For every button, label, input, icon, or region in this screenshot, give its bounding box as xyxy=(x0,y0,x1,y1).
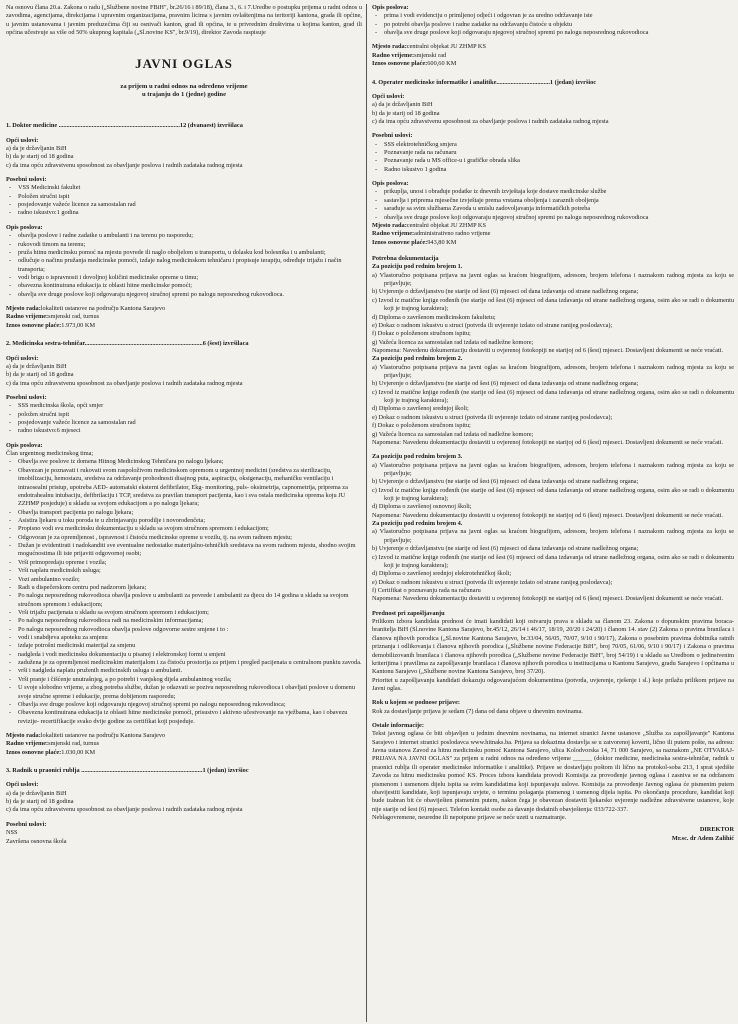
list-item: - Vrši primopredaju opreme i vozila; xyxy=(6,559,362,567)
list-item: - pruža hitnu medicinsku pomoć na mjestu povrede ili naglo oboljelom u transportu, u dolasku kod bolesnika i u ambulanti; xyxy=(6,249,362,257)
posebni-uslovi-list xyxy=(6,402,362,435)
position-3-continued xyxy=(372,4,734,69)
ostale-text-2: Neblagovremene, neuredne ili nepotpune prijave se neće uzeti u razmatranje. xyxy=(372,813,567,821)
position-3 xyxy=(6,767,362,846)
opis-poslova-heading: Opis poslova: xyxy=(372,4,409,11)
position-4 xyxy=(372,79,734,247)
documentation-section xyxy=(372,255,734,604)
posebni-uslovi-list xyxy=(6,184,362,217)
list-item: - Odgovoran je za opremljenost , ispravnost i čistoću medicinske opreme u vozilu, tj. na svom radnom mjestu; xyxy=(6,534,362,542)
list-item: - Radno iskustvo 1 godina xyxy=(372,166,734,174)
doc-group-1-heading: Za poziciju pod rednim brojem 1. xyxy=(372,263,463,271)
opci-uslovi-list xyxy=(6,145,362,170)
position-2 xyxy=(6,340,362,757)
opis-poslova-heading: Opis poslova: xyxy=(372,180,409,188)
list-item: - obavlja poslove i radne zadatke u ambulanti i na terenu po rasporedu; xyxy=(6,232,362,240)
list-item: d) Diploma o završenoj srednjoj školi; xyxy=(372,405,469,413)
list-item: NSS xyxy=(6,829,18,837)
list-item: - Radi u dispečerskom centru pod nadzorom ljekara; xyxy=(6,584,362,592)
list-item: a) da je državljanin BiH xyxy=(6,362,67,370)
doc-group-3-heading: Za poziciju pod rednim brojem 3. xyxy=(372,453,463,461)
radno-vrijeme: Radno vrijeme:smjenski rad xyxy=(372,51,447,59)
list-item: - VSS Medicinski fakultet xyxy=(6,184,362,192)
doc-group-3-list xyxy=(372,462,734,512)
mjesto-rada: Mjesto rada:lokaliteti ustanove na području Kantona Sarajevo xyxy=(6,731,166,739)
doc-group-4-list xyxy=(372,528,734,595)
doc-group-4-heading: Za poziciju pod rednim brojem 4. xyxy=(372,520,463,528)
list-item: - radno iskustvo:1 godina xyxy=(6,209,362,217)
list-item: d) Diploma o završenom medicinskom fakultetu; xyxy=(372,313,496,321)
list-item: - Obavlja sve druge poslove koji odgovaraju njegovoj stručnoj spremi po nalogu neposrednog rukovodioca; xyxy=(6,701,362,709)
list-item: d) Diploma o završenoj osnovnoj školi; xyxy=(372,503,472,511)
opci-uslovi-list xyxy=(372,101,734,126)
intro-paragraph: Na osnovu člana 20.a. Zakona o radu („Službene novine FBiH", br.26/16 i 89/18), člana 3., 6. i 7.Uredbe o postupku prijema u radni odnos u zavodima, agencijama, direkcijama i upravnim organizacijama, pravnim licima s javnim ovlaštenjima na teritoriji kantona, grada ili općine, u javnim ustanovama i javnim preduzećima čiji su osnivači kanton, grad ili općina, te u privrednim društvima u kojima kanton, grad ili općina učestvuje sa više od 50% ukupnog kapitala („Sl.novine KS", br.9/19), direktor Zavoda raspisuje xyxy=(6,4,362,37)
radno-vrijeme: Radno vrijeme:smjenski rad, turnus xyxy=(6,313,100,321)
opci-uslovi-heading: Opći uslovi: xyxy=(372,92,405,100)
list-item: - Po nalogu neposrednog rukovodioca obavlja poslove u ambulanti za povrede i ambulanti za djecu do 14 godina u skladu sa svojom stručnom spremom i edukacijom; xyxy=(6,592,362,609)
posebni-uslovi-heading: Posebni uslovi: xyxy=(6,393,47,401)
opci-uslovi-list xyxy=(6,790,362,815)
position-heading: 3. Radnik u praonici rublja .............................................................................1 (jedan) izvršioc xyxy=(6,767,249,775)
subtitle-line-1: za prijem u radni odnos na određeno vrijeme xyxy=(120,82,248,90)
radno-vrijeme: Radno vrijeme:administrativno radno vrijeme xyxy=(372,230,491,238)
mjesto-rada: Mjesto rada:lokaliteti ustanove na području Kantona Sarajevo xyxy=(6,305,166,313)
posebni-uslovi-heading: Posebni uslovi: xyxy=(6,820,47,828)
list-item: a) Vlastoručno potpisana prijava na javni oglas sa kraćom biografijom, adresom, brojem telefona i naznakom radnog mjesta za koju se prijavljuje; xyxy=(372,461,734,477)
documentation-heading: Potrebna dokumentacija xyxy=(372,254,439,262)
list-item: f) Dokaz o položenom stručnom ispitu; xyxy=(372,330,471,338)
doc-group-4-note: Napomena: Navedenu dokumentaciju dostaviti u ovjerenoj fotokopiji ne starijoj od 6 (šest) mjeseci. Dostavljeni dokumenti se neće vraćati. xyxy=(372,595,723,603)
list-item: f) Dokaz o položenom stručnom ispitu; xyxy=(372,422,471,430)
list-item: b) da je starij od 18 godina xyxy=(6,153,74,161)
rok-heading: Rok u kojem se podnose prijave: xyxy=(372,699,460,707)
list-item: b) da je starij od 18 godina xyxy=(372,109,440,117)
list-item: a) da je državljanin BiH xyxy=(6,789,67,797)
position-heading: 1. Doktor medicine .............................................................................12 (dvanaest) izvršilaca xyxy=(6,122,243,130)
list-item: e) Dokaz o radnom iskustvu u struci (potvrda ili uvjerenje izdato od strane ranijeg poslodavca); xyxy=(372,578,613,586)
list-item: - SSS elektrotehničkog smjera xyxy=(372,141,734,149)
position-heading: 2. Medicinska sestra-tehničar...........................................................................6 (šest) izvršilaca xyxy=(6,340,249,348)
list-item: b) Uvjerenje o državljanstvu (ne starije od šest (6) mjeseci od dana izdavanja od strane nadležnog organa; xyxy=(372,478,639,486)
prednost-heading: Prednost pri zapošljavanju xyxy=(372,609,445,617)
posebni-uslovi-list xyxy=(372,141,734,174)
list-item: - U svoje slobodno vrijeme, a zbog potreba službe, dužan je odazvati se pozivu neposrednog rukovodioca i obavljati poslove u domenu svoje stručne spreme i edukacije, prema dobijenom rasporedu; xyxy=(6,684,362,701)
list-item: - prima i vodi evidenciju o primljenoj odjeći i odgovran je za uredno održavanje iste xyxy=(372,12,734,20)
opci-uslovi-heading: Opći uslovi: xyxy=(6,354,39,362)
list-item: a) Vlastoručno potpisana prijava na javni oglas sa kraćom biografijom, adresom, brojem telefona i naznakom radnog mjesta za koju se prijavljuje; xyxy=(372,528,734,544)
list-item: c) Izvod iz matične knjige rođenih (ne starije od šest (6) mjeseci od dana izdavanja od strane nadležnog organa, osim ako se radi o dokumentu koji je trajnog karaktera); xyxy=(372,388,734,405)
ostale-heading: Ostale informacije: xyxy=(372,722,424,730)
radno-vrijeme: Radno vrijeme:smjenski rad, turnus xyxy=(6,740,100,748)
list-item: - Položen stručni ispit xyxy=(6,193,362,201)
osnovna-placa: Iznos osnovne plaće:1.973,00 KM xyxy=(6,321,96,329)
list-item: - Poznavanje rada u MS office-u i grafičke obrada slika xyxy=(372,157,734,165)
list-item: - vodi i snabdjeva apoteku za smjenu xyxy=(6,634,362,642)
ostale-section xyxy=(372,722,734,822)
list-item: c) Izvod iz matične knjige rođenih (ne starije od šest (6) mjeseci od dana izdavanja od strane nadležnog organa, osim ako se radi o dokumentu koji je trajnog karaktera); xyxy=(372,296,734,313)
list-item: c) da ima opću zdravstvenu sposobnost za obavljanje poslova i radnih zadataka radnog mjesta xyxy=(372,117,609,125)
list-item: c) da ima opću zdravstvenu sposobnost za obavljanje poslova i radnih zadataka radnog mjesta xyxy=(6,806,243,814)
list-item: - obavlja sve druge poslove koji odgovaraju njegovoj stručnoj spremi po nalogu neposrednog rukovodioca xyxy=(372,214,734,222)
posebni-uslovi-heading: Posebni uslovi: xyxy=(6,176,47,184)
prednost-text-2: Prioritet u zapošljavanju kandidati dokazuju odgovarajućom dokumentima (potvrda, uvjerenje, rješenje i sl.) koje prilažu prilikom prijave na Javni oglas. xyxy=(372,676,734,692)
list-item: - Vrši pranje i čišćenje unutrašnjeg, a po potrebi i vanjskog dijela ambulantnog vozila; xyxy=(6,676,362,684)
page-title: JAVNI OGLAS xyxy=(135,56,233,72)
list-item: c) Izvod iz matične knjige rođenih (ne starije od šest (6) mjeseci od dana izdavanja od strane nadležnog organa, osim ako se radi o dokumentu koji je trajnog karaktera); xyxy=(372,486,734,503)
prednost-section xyxy=(372,610,734,694)
list-item: - Obavezna kontinuirana edukacija iz oblasti hitne medicinske pomoći, prisustvo i aktivno učestvovanje na vježbama, kao i obavezu revizije- recertifikacije svako dvije godine za certifikat koji posjeduje. xyxy=(6,709,362,726)
list-item: - posjedovanje važeće licence za samostalan rad xyxy=(6,201,362,209)
ostale-text: Tekst javnog oglasa će biti objavljen u jednim dnevnim novinama, na internet stranici Javne ustanove „Služba za zapošljavanje" Kantona Sarajevo i internet stranici poslodavca www.hitnaks.ba. Prijava sa dokazima dostavlja se u zatvorenoj koverti, lično ili putem pošte, na adresu: Javna ustanova Zavod za hitnu medicinsku pomoć Kantona Sarajevo, ulica Kolodvorska 14, 71 000 Sarajevo, sa naznakom „NE OTVARAJ-PRIJAVA NA JAVNI OGLAS" za prijem u radni odnos na određeno vrijeme ______ (doktor medicine, medicinska sestra-tehničar, radnik u praonici rublja ili operater medicinske informatike i analitike). Prijave se dostavljaju poštom ili lično na protokol-soba 213, I sprat sjedište Zavoda za hitnu medicinsku pomoć KS. Proces izbora kandidata provodi Komisija za provođenje javnog oglasa i zasniva se na održanom pismenom i usmenom dijelu ispita sa svim kandidatima koji ispunjavaju uslove. Komisija za provođenje Javnog oglasa će pismenim putem obavijestiti kandidate, koji ispunjavaju uvjete, o terminu polaganja pismenog i usmenog dijela ispita. Po okončanju procedure, kandidat koji bude izabran bit će obaviješten pismenim putem, nakon čega je obavezan dostaviti ljekarsko uvjerenje nadležne zdravstvene ustanove, koje nije starije od šest (6) mjeseci. Telefon kontakt osobe za davanje dodatnih obavještenja: 033/722-337. xyxy=(372,730,734,813)
doc-group-2-list xyxy=(372,364,734,439)
list-item: - rukovodi timom na terenu; xyxy=(6,241,362,249)
doc-group-3-note: Napomena: Navedenu dokumentaciju dostaviti u ovjerenoj fotokopiji ne starijoj od 6 (šest) mjeseci. Dostavljeni dokumenti se neće vraćati. xyxy=(372,511,723,519)
list-item: d) Diploma o završenoj srednjoj elektrotehničkoj školi; xyxy=(372,570,512,578)
mjesto-rada: Mjesto rada:centralni objekat JU ZHMP KS xyxy=(372,221,486,229)
list-item: - Vozi ambulantno vozilo; xyxy=(6,576,362,584)
posebni-uslovi-heading: Posebni uslovi: xyxy=(372,132,413,140)
list-item: - zadužena je za opremljenost medicinskim materijalom i za čistoću prostorija za prijem i pregled pacijenata u centralnom punktu zavoda. xyxy=(6,659,362,667)
opis-poslova-list xyxy=(372,12,734,37)
title-block xyxy=(6,55,362,100)
list-item: - Po nalogu neposrednog rukovodioca obavlja poslove odgovorne sestre smjene i to : xyxy=(6,626,362,634)
list-item: - obavlja sve druge poslove koji odgovaraju njegovoj stručnoj spremi po nalogu neposrednog rukovodioca. xyxy=(6,291,362,299)
opci-uslovi-heading: Opći uslovi: xyxy=(6,781,39,789)
list-item: - radno iskustvo:6 mjeseci xyxy=(6,427,362,435)
opis-intro: Član urgentnog medicinskog tima; xyxy=(6,450,94,458)
signature-role: DIREKTOR xyxy=(699,826,734,834)
list-item: b) Uvjerenje o državljanstvu (ne starije od šest (6) mjeseci od dana izdavanja od strane nadležnog organa; xyxy=(372,545,639,553)
opis-poslova-heading: Opis poslova: xyxy=(6,441,43,449)
column-divider xyxy=(366,4,367,1022)
opis-poslova-list xyxy=(6,458,362,726)
list-item: - Obavlja transport pacijenta po nalogu ljekara; xyxy=(6,509,362,517)
opci-uslovi-heading: Opći uslovi: xyxy=(6,136,39,144)
list-item: - SSS medicinska škola, opći smjer xyxy=(6,402,362,410)
list-item: - sarađuje sa svim službama Zavoda u smislu zadovoljavanja informatičkih potreba xyxy=(372,205,734,213)
list-item: - vrši i nadgleda naplatu pruženih medicinskih usluga u ambulanti. xyxy=(6,667,362,675)
list-item: - prikuplja, unosi i obrađuje podatke iz dnevnih izvještaja koje dostave medicinske službe xyxy=(372,188,734,196)
list-item: e) Dokaz o radnom iskustvu u struci (potvrda ili uvjerenje izdato od strane ranijeg poslodavca); xyxy=(372,413,613,421)
doc-group-2-note: Napomena: Navedenu dokumentaciju dostaviti u ovjerenoj fotokopiji ne starijoj od 6 (šest) mjeseci. Dostavljeni dokumenti se neće vraćati. xyxy=(372,438,723,446)
opis-poslova-list xyxy=(6,232,362,299)
list-item: - Obavlja sve poslove iz domena Hitnog Medicinskog Tehničara po nalogu ljekara; xyxy=(6,458,362,466)
list-item: b) Uvjerenje o državljanstvu (ne starije od šest (6) mjeseci od dana izdavanja od strane nadležnog organa; xyxy=(372,288,639,296)
opci-uslovi-list xyxy=(6,363,362,388)
list-item: - sastavlja i priprema mjesečne izvještaje prema vrstama oboljenja i zaraznih oboljenja xyxy=(372,197,734,205)
list-item: - Poznavanje rada na računaru xyxy=(372,149,734,157)
list-item: - položen stručni ispit xyxy=(6,411,362,419)
opis-poslova-list xyxy=(372,188,734,221)
list-item: - Obavezan je poznavati i rukovati svom raspoloživom medicinskom opremom u urgentnoj medicini (sredstva za sterilizaciju, imobilizaciju, hemostazu, sredstva za održavanje prohodnosti disajnog puta, aspiraciju, oksigenaciju, mehaničku ventilaciju i intraosealni pristup, upotreba AED- automatski eksterni defibrilator, Ekg- monitoring, puls- oksimetrija, capnometrija, priprema za endotrahealnu intubaciju, defibrilaciju i TCP, sredstva za pravilan transport pacijenta, kao i sva ostala medicinska oprema koju JU ZZHMP posjeduje) u skladu sa svojom edukacijom a po nalogu ljekara; xyxy=(6,467,362,509)
list-item: - Asistira ljekaru u toku poroda te u zbrinjavanju porodilje i novorođenčeta; xyxy=(6,517,362,525)
position-1 xyxy=(6,122,362,330)
list-item: Završena osnovna škola xyxy=(6,837,67,845)
subtitle-line-2: u trajanju do 1 (jedne) godine xyxy=(141,91,227,99)
list-item: - Vrši naplatu medicinskih usluga; xyxy=(6,567,362,575)
list-item: - Dužan je evidentirati i nadokanditi sve eventualne nedostatke materijalno-tehničkih sredstava na svom radnom mjestu, shodno svojim mogućnostima ili iste prijaviti odgovornoj osobi; xyxy=(6,542,362,559)
mjesto-rada: Mjesto rada:centralni objekat JU ZHMP KS xyxy=(372,43,486,51)
opis-poslova-heading: Opis poslova: xyxy=(6,223,43,231)
list-item: - obavlja sve druge poslove koji odgovaraju njegovoj stručnoj spremi po nalogu neposrednog rukovodioca xyxy=(372,29,734,37)
list-item: - Po nalogu neposrednog rukovodioca radi na medicinskim informacijama; xyxy=(6,617,362,625)
osnovna-placa: Iznos osnovne plaće:1.030,00 KM xyxy=(6,748,96,756)
osnovna-placa: Iznos osnovne plaće:943,80 KM xyxy=(372,238,457,246)
list-item: - izdaje potrošni medicinski materijal za smjenu xyxy=(6,642,362,650)
list-item: c) da ima opću zdravstvenu sposobnost za obavljanje poslova i radnih zadataka radnog mjesta xyxy=(6,379,243,387)
rok-section xyxy=(372,699,734,716)
list-item: a) da je državljanin BiH xyxy=(6,144,67,152)
rok-text: Rok za dostavljanje prijava je sedam (7) dana od dana objave u dnevnim novinama. xyxy=(372,707,583,715)
prednost-text: Prilikom izbora kandidata prednost će imati kandidati koji ostvaruju prava u skladu sa članom 23. Zakona o dopunskim pravima boraca-branitelja BiH (Sl.novine Kantona Sarajevo, br.45/12, 26/14 i 46/17, 18/19, 20/20 i 24/20) i članom 14. stav (2) Zakona o pravima branilaca i članova njihovih porodica („Sl.novine Kantona Sarajevo, br.33/04, 56/05, 70/07, 9/10 i 90/17), Zakona o posebnim pravima dobitnika ratnih priznanja i odlikovanja i članova njihovih porodica („Službene novine Federacije BiH", broj 70/05, 61/06, 9/10 i 90/17) i Zakona o pravima demobilizovanih branilaca i članova njihovih porodica („Službene novine Federacije BiH", broj 54/19) i u skladu sa Uredbom o jedinstvenim kriterijima i pravilima za zapošljavanje branilaca i članova njihovih porodica u institucijama u Kantonu Sarajevo, gradu Sarajevo i općinama u Kantonu Sarajevo („Službene novine Kantona Sarajevo, broj 37/20). xyxy=(372,618,734,676)
list-item: - nadgleda i vodi medicinsku dokumentaciju u pisanoj i elektronskoj formi u smjeni xyxy=(6,651,362,659)
osnovna-placa: Iznos osnovne plaće:600,60 KM xyxy=(372,60,457,68)
list-item: a) Vlastoručno potpisana prijava na javni oglas sa kraćom biografijom, adresom, brojem telefona i naznakom radnog mjesta za koju se prijavljuje; xyxy=(372,271,734,288)
list-item: b) Uvjerenje o državljanstvu (ne starije od šest (6) mjeseci od dana izdavanja od strane nadležnog organa; xyxy=(372,380,639,388)
left-column xyxy=(6,4,362,846)
list-item: f) Certifikat o poznavanju rada na računaru xyxy=(372,587,481,594)
signature-block xyxy=(372,826,734,843)
list-item: - vodi brigu o ispravnosti i dovoljnoj količini medicinske opreme u timu; xyxy=(6,274,362,282)
list-item: c) da ima opću zdravstvenu sposobnost za obavljanje poslova i radnih zadataka radnog mjesta xyxy=(6,161,243,169)
list-item: e) Dokaz o radnom iskustvu u struci (potvrda ili uvjerenje izdato od strane ranijeg poslodavca); xyxy=(372,321,613,329)
list-item: - obavezna kontinuirana edukacija iz oblasti hitne medicinske pomoći; xyxy=(6,282,362,290)
position-heading: 4. Operater medicinske informatike i analitike..................................1 (jedan) izvršioc xyxy=(372,78,597,86)
doc-group-1-list xyxy=(372,272,734,347)
list-item: - Propisno vodi svu medicinsku dokumentaciju u skladu sa svojom stručnom spremom i edukacijom; xyxy=(6,525,362,533)
doc-group-2-heading: Za poziciju pod rednim brojem 2. xyxy=(372,355,463,363)
list-item: - posjedovanje važeće licence za samostalan rad xyxy=(6,419,362,427)
list-item: - odlučuje o načinu pružanja medicinske pomoći, izdaje nalog medicinskom tehničaru i propisuje terapiju, određuje trijažu i način transporta; xyxy=(6,257,362,274)
signature-name: Mr.sc. dr Adem Zalihić xyxy=(671,834,734,842)
list-item: - Vrši trijažu pacijenata u skladu sa svojom stručnom spremom i edukacijom; xyxy=(6,609,362,617)
list-item: - po potrebi obavlja poslove i radne zadatke na održavanju čistoće u objektu xyxy=(372,21,734,29)
list-item: a) Vlastoručno potpisana prijava na javni oglas sa kraćom biografijom, adresom, brojem telefona i naznakom radnog mjesta za koju se prijavljuje; xyxy=(372,363,734,380)
right-column xyxy=(372,4,734,843)
list-item: g) Važeća licenca za samostalan rad izdata od nadležne komore; xyxy=(372,338,534,346)
list-item: b) da je starij od 18 godina xyxy=(6,371,74,379)
list-item: g) Važeća licenca za samostalan rad izdata od nadležne komore; xyxy=(372,430,534,438)
list-item: a) da je državljanin BiH xyxy=(372,101,433,109)
doc-group-1-note: Napomena: Navedenu dokumentaciju dostaviti u ovjerenoj fotokopiji ne starijoj od 6 (šest) mjeseci. Dostavljeni dokumenti se neće vraćati. xyxy=(372,346,723,354)
list-item: c) Izvod iz matične knjige rođenih (ne starije od šest (6) mjeseci od dana izdavanja od strane nadležnog organa, osim ako se radi o dokumentu koji je trajnog karaktera); xyxy=(372,553,734,569)
list-item: b) da je starij od 18 godina xyxy=(6,798,74,806)
